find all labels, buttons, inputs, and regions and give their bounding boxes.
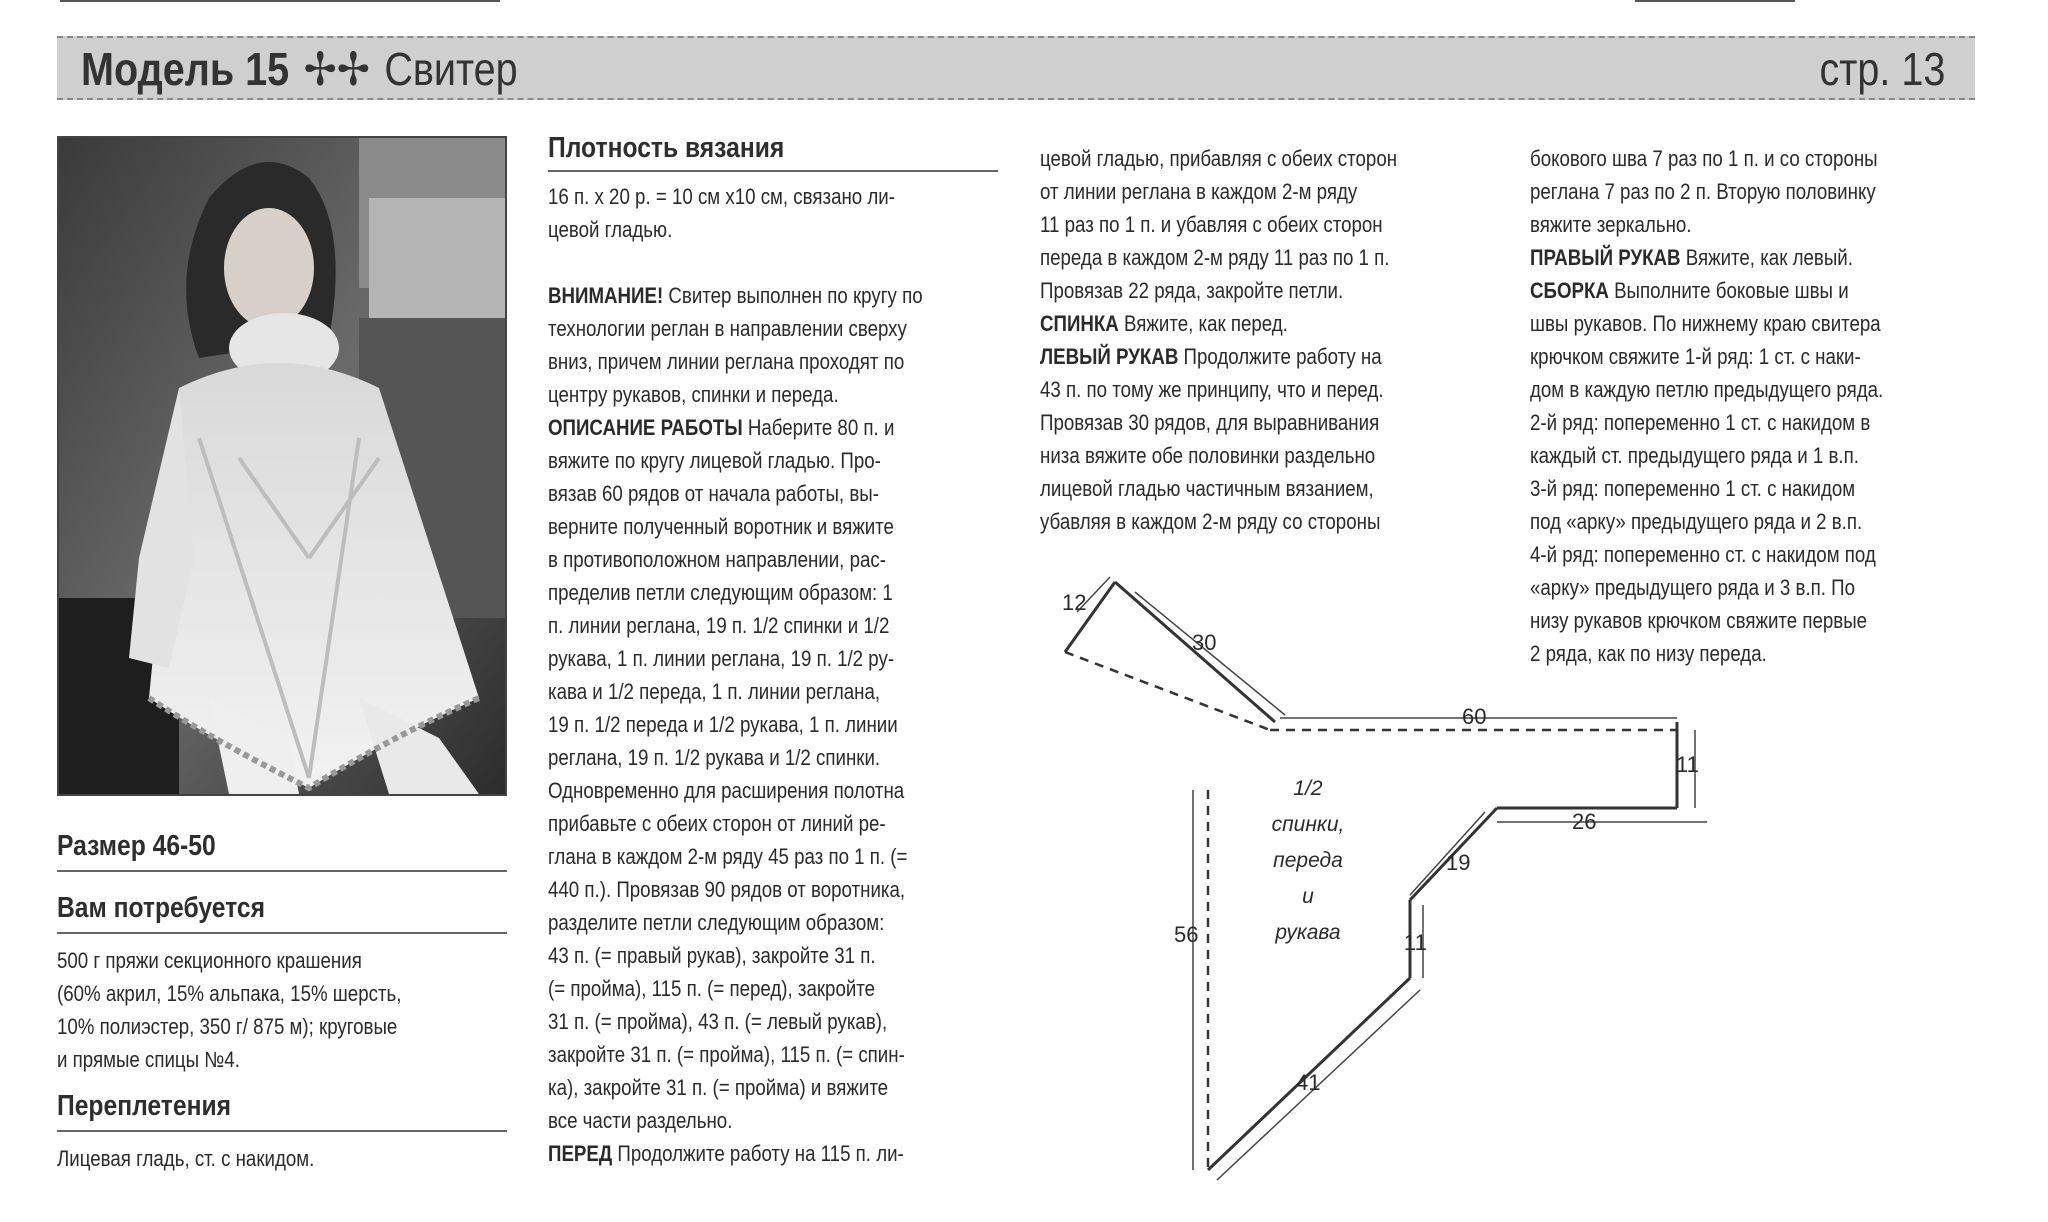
materials-line: и прямые спицы №4. bbox=[57, 1047, 240, 1072]
description-line: в противоположном направлении, рас- bbox=[548, 547, 886, 572]
density-heading: Плотность вязания bbox=[548, 132, 785, 164]
front-line: Провязав 22 ряда, закройте петли. bbox=[1040, 278, 1344, 303]
assembly-line: под «арку» предыдущего ряда и 2 в.п. bbox=[1530, 509, 1863, 534]
attention-block bbox=[548, 279, 999, 1170]
caption-line: рукава bbox=[1275, 921, 1341, 944]
page-reference: стр. 13 bbox=[1819, 43, 1945, 95]
top-page-edge bbox=[0, 0, 2048, 6]
stitches-heading: Переплетения bbox=[57, 1090, 232, 1122]
attention-line: вниз, причем линии реглана проходят по bbox=[548, 349, 905, 374]
description-label: ОПИСАНИЕ РАБОТЫ bbox=[548, 415, 743, 440]
attention-line: технологии реглан в направлении сверху bbox=[548, 316, 907, 341]
model-number: Модель 15 bbox=[81, 43, 290, 95]
materials-line: 10% полиэстер, 350 г/ 875 м); круговые bbox=[57, 1014, 398, 1039]
description-line: закройте 31 п. (= пройма), 115 п. (= спин- bbox=[548, 1042, 905, 1067]
caption-line: 1/2 bbox=[1293, 777, 1323, 800]
description-line: все части раздельно. bbox=[548, 1108, 733, 1133]
materials-line: 500 г пряжи секционного крашения bbox=[57, 948, 362, 973]
dim-label-60: 60 bbox=[1462, 704, 1487, 729]
left-sleeve-line: Провязав 30 рядов, для выравнивания bbox=[1040, 410, 1380, 435]
front-label: ПЕРЕД bbox=[548, 1141, 613, 1166]
model-photo bbox=[57, 136, 507, 796]
size-heading: Размер 46-50 bbox=[57, 830, 216, 862]
schematic-dashed bbox=[1065, 652, 1677, 1170]
pattern-schematic bbox=[1035, 560, 1715, 1200]
dim-label-41: 41 bbox=[1296, 1070, 1321, 1095]
assembly-line: дом в каждую петлю предыдущего ряда. bbox=[1530, 377, 1884, 402]
dim-label-26: 26 bbox=[1572, 809, 1597, 834]
description-line: Наберите 80 п. и bbox=[742, 415, 895, 440]
description-line: 43 п. (= правый рукав), закройте 31 п. bbox=[548, 943, 876, 968]
attention-line: Свитер выполнен по кругу по bbox=[663, 283, 923, 308]
density-text bbox=[548, 180, 999, 246]
materials-text bbox=[57, 944, 508, 1076]
assembly-line: каждый ст. предыдущего ряда и 1 в.п. bbox=[1530, 443, 1859, 468]
assembly-line: 2-й ряд: попеременно 1 ст. с накидом в bbox=[1530, 410, 1871, 435]
description-line: вяжите по кругу лицевой гладью. Про- bbox=[548, 448, 881, 473]
garment-name: Свитер bbox=[384, 43, 518, 95]
assembly-line: низу рукавов крючком свяжите первые bbox=[1530, 608, 1868, 633]
materials-rule bbox=[57, 932, 507, 934]
density-line: 16 п. х 20 р. = 10 см х10 см, связано ли- bbox=[548, 184, 895, 209]
left-sleeve-line: убавляя в каждом 2-м ряду со стороны bbox=[1040, 509, 1381, 534]
schematic-caption bbox=[1272, 777, 1345, 944]
model-title bbox=[81, 42, 518, 96]
stitches-rule bbox=[57, 1130, 507, 1132]
assembly-line: 2 ряда, как по низу переда. bbox=[1530, 641, 1767, 666]
description-line: ка), закройте 31 п. (= пройма) и вяжите bbox=[548, 1075, 889, 1100]
column-3 bbox=[1040, 142, 1490, 538]
left-sleeve-line: Продолжите работу на bbox=[1178, 344, 1382, 369]
description-line: глана в каждом 2-м ряду 45 раз по 1 п. (= bbox=[548, 844, 908, 869]
sleeve-line: реглана 7 раз по 2 п. Вторую половинку bbox=[1530, 179, 1876, 204]
right-sleeve-label: ПРАВЫЙ РУКАВ bbox=[1530, 245, 1681, 270]
attention-label: ВНИМАНИЕ! bbox=[548, 283, 664, 308]
left-sleeve-line: 43 п. по тому же принципу, что и перед. bbox=[1040, 377, 1384, 402]
left-sleeve-line: низа вяжите обе половинки раздельно bbox=[1040, 443, 1376, 468]
description-line: прибавьте с обеих сторон от линий ре- bbox=[548, 811, 886, 836]
back-text: Вяжите, как перед. bbox=[1118, 311, 1288, 336]
dim-label-11-right: 11 bbox=[1676, 752, 1699, 777]
front-line: переда в каждом 2-м ряду 11 раз по 1 п. bbox=[1040, 245, 1390, 270]
density-line: цевой гладью. bbox=[548, 217, 673, 242]
description-line: 31 п. (= пройма), 43 п. (= левый рукав), bbox=[548, 1009, 888, 1034]
assembly-label: СБОРКА bbox=[1530, 278, 1609, 303]
right-sleeve-text: Вяжите, как левый. bbox=[1680, 245, 1853, 270]
description-line: реглана, 19 п. 1/2 рукава и 1/2 спинки. bbox=[548, 745, 881, 770]
front-line: от линии реглана в каждом 2-м ряду bbox=[1040, 179, 1358, 204]
dimension-labels bbox=[1062, 590, 1699, 1095]
ornament-icon: ✢✢ bbox=[303, 43, 370, 95]
description-line: Одновременно для расширения полотна bbox=[548, 778, 905, 803]
caption-line: переда bbox=[1273, 849, 1343, 872]
front-text: Продолжите работу на 115 п. ли- bbox=[612, 1141, 904, 1166]
caption-line: и bbox=[1302, 885, 1314, 908]
description-line: рукава, 1 п. линии реглана, 19 п. 1/2 ру- bbox=[548, 646, 895, 671]
model-header-bar bbox=[57, 36, 1975, 100]
description-line: верните полученный воротник и вяжите bbox=[548, 514, 894, 539]
materials-line: (60% акрил, 15% альпака, 15% шерсть, bbox=[57, 981, 402, 1006]
description-line: п. линии реглана, 19 п. 1/2 спинки и 1/2 bbox=[548, 613, 890, 638]
sleeve-line: вяжите зеркально. bbox=[1530, 212, 1692, 237]
assembly-line: Выполните боковые швы и bbox=[1608, 278, 1849, 303]
top-rule-right bbox=[1635, 0, 1795, 2]
assembly-line: «арку» предыдущего ряда и 3 в.п. По bbox=[1530, 575, 1856, 600]
description-line: пределив петли следующим образом: 1 bbox=[548, 580, 893, 605]
dim-label-11-left: 11 bbox=[1404, 930, 1427, 955]
description-line: 440 п.). Провязав 90 рядов от воротника, bbox=[548, 877, 906, 902]
assembly-line: швы рукавов. По нижнему краю свитера bbox=[1530, 311, 1881, 336]
column-2 bbox=[548, 128, 998, 1170]
attention-line: центру рукавов, спинки и переда. bbox=[548, 382, 839, 407]
caption-line: спинки, bbox=[1271, 813, 1345, 836]
left-sleeve-line: лицевой гладью частичным вязанием, bbox=[1040, 476, 1374, 501]
left-sleeve-label: ЛЕВЫЙ РУКАВ bbox=[1040, 344, 1179, 369]
materials-heading: Вам потребуется bbox=[57, 892, 265, 924]
dim-label-12: 12 bbox=[1062, 590, 1087, 615]
top-rule-left bbox=[60, 0, 500, 2]
description-line: вязав 60 рядов от начала работы, вы- bbox=[548, 481, 879, 506]
back-label: СПИНКА bbox=[1040, 311, 1119, 336]
model-photo-image bbox=[59, 138, 505, 794]
density-rule bbox=[548, 170, 998, 172]
dim-label-19: 19 bbox=[1446, 850, 1471, 875]
description-line: 19 п. 1/2 переда и 1/2 рукава, 1 п. линии bbox=[548, 712, 898, 737]
description-line: кава и 1/2 переда, 1 п. линии реглана, bbox=[548, 679, 881, 704]
description-line: (= пройма), 115 п. (= перед), закройте bbox=[548, 976, 876, 1001]
assembly-line: 4-й ряд: попеременно ст. с накидом под bbox=[1530, 542, 1876, 567]
front-line: цевой гладью, прибавляя с обеих сторон bbox=[1040, 146, 1398, 171]
stitches-text: Лицевая гладь, ст. с накидом. bbox=[57, 1146, 315, 1171]
front-line: 11 раз по 1 п. и убавляя с обеих сторон bbox=[1040, 212, 1383, 237]
dim-label-30: 30 bbox=[1192, 630, 1217, 655]
dim-label-56: 56 bbox=[1174, 922, 1199, 947]
description-line: разделите петли следующим образом: bbox=[548, 910, 885, 935]
sleeve-line: бокового шва 7 раз по 1 п. и со стороны bbox=[1530, 146, 1878, 171]
assembly-line: крючком свяжите 1-й ряд: 1 ст. с наки- bbox=[1530, 344, 1861, 369]
column-3-text bbox=[1040, 142, 1491, 538]
left-column bbox=[57, 826, 507, 1175]
schematic-outline bbox=[1065, 582, 1677, 1170]
size-rule bbox=[57, 870, 507, 872]
dimension-lines bbox=[1077, 577, 1707, 1180]
assembly-line: 3-й ряд: попеременно 1 ст. с накидом bbox=[1530, 476, 1856, 501]
